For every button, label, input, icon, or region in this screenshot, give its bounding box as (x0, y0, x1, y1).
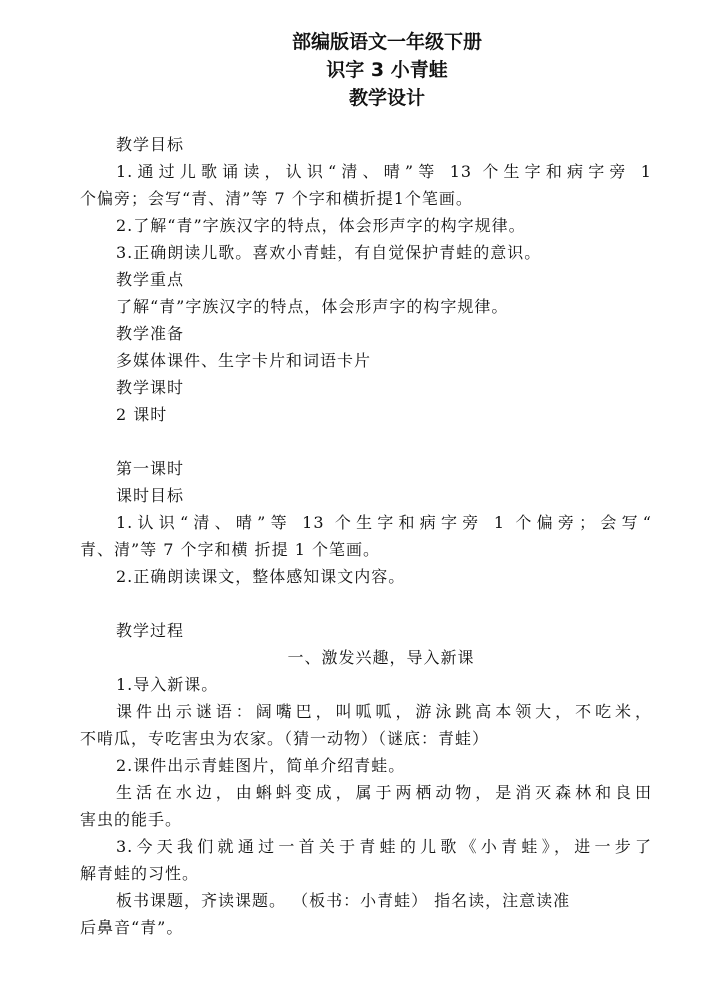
paragraph-line: 解青蛙的习性。 (80, 864, 200, 883)
heading-key-points: 教学重点 (116, 270, 185, 289)
title-line-1: 部编版语文一年级下册 (291, 31, 482, 53)
heading-teaching-process: 教学过程 (116, 621, 185, 640)
paragraph-line: 多媒体课件、生字卡片和词语卡片 (116, 351, 372, 370)
heading-class-hours: 教学课时 (116, 378, 185, 397)
paragraph-line: 害虫的能手。 (80, 810, 183, 829)
paragraph-line: 个偏旁；会写“青、清”等 7 个字和横折提1个笔画。 (80, 189, 473, 208)
heading-lesson-goals: 课时目标 (116, 486, 185, 505)
paragraph-line: 3.正确朗读儿歌。喜欢小青蛙，有自觉保护青蛙的意识。 (116, 243, 542, 262)
paragraph-line: 青、清”等 7 个字和横 折提 1 个笔画。 (80, 540, 380, 559)
paragraph-line: 1.通过儿歌诵读，认识“清、晴”等 13 个生字和病字旁 1 (116, 162, 652, 181)
paragraph-line: 了解“青”字族汉字的特点，体会形声字的构字规律。 (116, 297, 509, 316)
paragraph-line: 2.正确朗读课文，整体感知课文内容。 (116, 567, 406, 586)
paragraph-line: 课件出示谜语：阔嘴巴，叫呱呱，游泳跳高本领大，不吃米， (116, 702, 652, 721)
heading-first-lesson: 第一课时 (116, 459, 185, 478)
heading-teaching-goals: 教学目标 (116, 135, 185, 154)
heading-preparation: 教学准备 (116, 324, 185, 343)
paragraph-line: 3.今天我们就通过一首关于青蛙的儿歌《小青蛙》，进一步了 (116, 837, 652, 856)
title-line-3: 教学设计 (348, 87, 425, 109)
paragraph-line: 后鼻音“青”。 (80, 918, 184, 937)
paragraph-line: 生活在水边，由蝌蚪变成，属于两栖动物，是消灭森林和良田 (116, 783, 652, 802)
paragraph-line: 1.导入新课。 (116, 675, 219, 694)
paragraph-line: 2.了解“青”字族汉字的特点，体会形声字的构字规律。 (116, 216, 526, 235)
title-line-2: 识字 3 小青蛙 (326, 59, 448, 81)
paragraph-line: 2.课件出示青蛙图片，简单介绍青蛙。 (116, 756, 406, 775)
paragraph-line: 板书课题，齐读课题。 （板书：小青蛙） 指名读，注意读准 (116, 891, 571, 910)
paragraph-line: 1.认识“清、晴”等 13 个生字和病字旁 1 个偏旁；会写“ (116, 513, 652, 532)
section-heading: 一、激发兴趣，导入新课 (287, 648, 475, 667)
paragraph-line: 不啃瓜，专吃害虫为农家。（猜一动物）（谜底：青蛙） (80, 729, 490, 748)
paragraph-line: 2 课时 (116, 405, 168, 424)
